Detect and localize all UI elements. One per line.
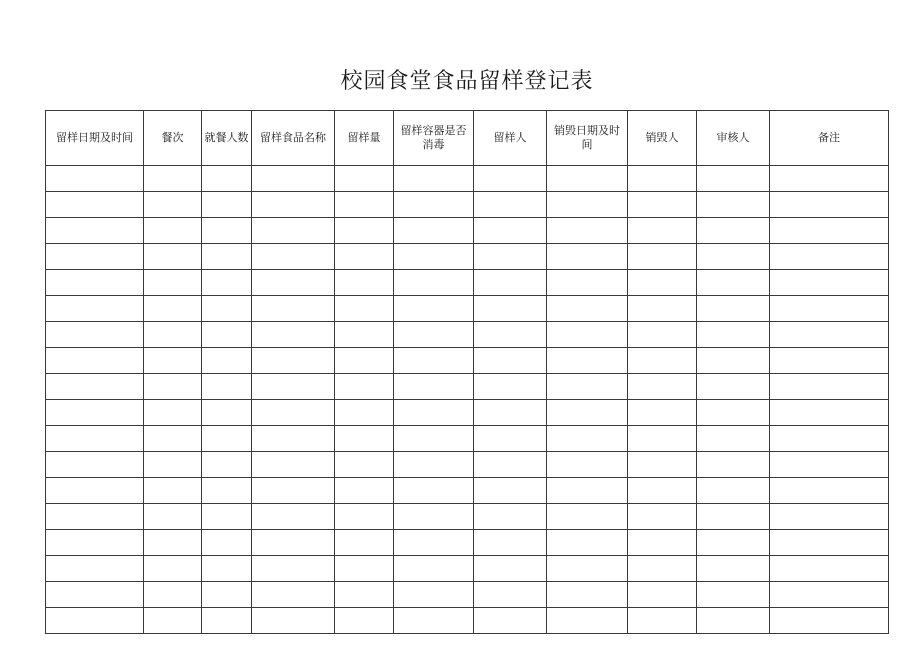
- table-cell-reviewer[interactable]: [697, 270, 770, 296]
- table-cell-food-name[interactable]: [252, 322, 335, 348]
- table-cell-quantity[interactable]: [335, 400, 394, 426]
- table-cell-sampler[interactable]: [474, 270, 547, 296]
- table-cell-sampler[interactable]: [474, 374, 547, 400]
- column-header-quantity: 留样量: [335, 111, 394, 166]
- table-cell-destroy-datetime[interactable]: [547, 608, 628, 634]
- table-cell-reviewer[interactable]: [697, 426, 770, 452]
- table-cell-diners[interactable]: [202, 504, 252, 530]
- table-cell-destroy-datetime[interactable]: [547, 426, 628, 452]
- table-cell-destroyer[interactable]: [628, 504, 697, 530]
- table-cell-destroy-datetime[interactable]: [547, 530, 628, 556]
- table-cell-diners[interactable]: [202, 244, 252, 270]
- table-cell-destroy-datetime[interactable]: [547, 374, 628, 400]
- table-cell-meal[interactable]: [144, 166, 202, 192]
- table-cell-destroyer[interactable]: [628, 166, 697, 192]
- table-cell-sample-datetime[interactable]: [46, 530, 144, 556]
- table-cell-remarks[interactable]: [770, 218, 889, 244]
- table-cell-food-name[interactable]: [252, 608, 335, 634]
- table-row: [46, 452, 889, 478]
- table-cell-quantity[interactable]: [335, 348, 394, 374]
- table-cell-reviewer[interactable]: [697, 608, 770, 634]
- table-cell-sample-datetime[interactable]: [46, 374, 144, 400]
- table-cell-destroyer[interactable]: [628, 400, 697, 426]
- table-cell-diners[interactable]: [202, 270, 252, 296]
- header-row: [46, 111, 889, 166]
- table-cell-sampler[interactable]: [474, 504, 547, 530]
- column-header-diners: 就餐人数: [202, 111, 252, 166]
- table-cell-container-disinfected[interactable]: [394, 608, 474, 634]
- table-cell-reviewer[interactable]: [697, 530, 770, 556]
- table-cell-meal[interactable]: [144, 582, 202, 608]
- table-cell-sample-datetime[interactable]: [46, 166, 144, 192]
- table-cell-diners[interactable]: [202, 400, 252, 426]
- column-header-sampler: 留样人: [474, 111, 547, 166]
- table-cell-sampler[interactable]: [474, 478, 547, 504]
- table-cell-reviewer[interactable]: [697, 478, 770, 504]
- table-cell-destroyer[interactable]: [628, 244, 697, 270]
- table-cell-meal[interactable]: [144, 478, 202, 504]
- table-cell-destroy-datetime[interactable]: [547, 582, 628, 608]
- table-cell-reviewer[interactable]: [697, 452, 770, 478]
- table-cell-container-disinfected[interactable]: [394, 504, 474, 530]
- column-header-meal: 餐次: [144, 111, 202, 166]
- table-cell-meal[interactable]: [144, 322, 202, 348]
- table-cell-meal[interactable]: [144, 192, 202, 218]
- table-cell-food-name[interactable]: [252, 478, 335, 504]
- table-cell-remarks[interactable]: [770, 192, 889, 218]
- table-cell-remarks[interactable]: [770, 322, 889, 348]
- table-cell-destroy-datetime[interactable]: [547, 322, 628, 348]
- table-cell-food-name[interactable]: [252, 166, 335, 192]
- table-cell-diners[interactable]: [202, 166, 252, 192]
- table-cell-meal[interactable]: [144, 218, 202, 244]
- table-cell-destroyer[interactable]: [628, 218, 697, 244]
- table-cell-reviewer[interactable]: [697, 504, 770, 530]
- form-title: 校园食堂食品留样登记表: [340, 69, 594, 94]
- table-cell-remarks[interactable]: [770, 556, 889, 582]
- table-cell-sample-datetime[interactable]: [46, 504, 144, 530]
- table-cell-food-name[interactable]: [252, 504, 335, 530]
- table-cell-container-disinfected[interactable]: [394, 166, 474, 192]
- table-cell-destroyer[interactable]: [628, 608, 697, 634]
- table-cell-food-name[interactable]: [252, 192, 335, 218]
- table-cell-diners[interactable]: [202, 608, 252, 634]
- table-cell-destroy-datetime[interactable]: [547, 504, 628, 530]
- table-cell-container-disinfected[interactable]: [394, 556, 474, 582]
- table-cell-food-name[interactable]: [252, 452, 335, 478]
- table-cell-remarks[interactable]: [770, 608, 889, 634]
- table-cell-meal[interactable]: [144, 504, 202, 530]
- table-cell-sampler[interactable]: [474, 608, 547, 634]
- table-cell-food-name[interactable]: [252, 296, 335, 322]
- table-cell-container-disinfected[interactable]: [394, 322, 474, 348]
- table-cell-meal[interactable]: [144, 374, 202, 400]
- table-cell-food-name[interactable]: [252, 270, 335, 296]
- table-cell-diners[interactable]: [202, 218, 252, 244]
- table-cell-sample-datetime[interactable]: [46, 582, 144, 608]
- table-cell-sample-datetime[interactable]: [46, 192, 144, 218]
- table-cell-destroyer[interactable]: [628, 556, 697, 582]
- table-cell-destroy-datetime[interactable]: [547, 218, 628, 244]
- table-cell-destroyer[interactable]: [628, 192, 697, 218]
- table-cell-destroyer[interactable]: [628, 296, 697, 322]
- table-cell-container-disinfected[interactable]: [394, 452, 474, 478]
- table-cell-quantity[interactable]: [335, 608, 394, 634]
- table-cell-container-disinfected[interactable]: [394, 582, 474, 608]
- table-cell-diners[interactable]: [202, 556, 252, 582]
- table-cell-destroyer[interactable]: [628, 530, 697, 556]
- table-cell-food-name[interactable]: [252, 348, 335, 374]
- table-row: [46, 530, 889, 556]
- table-cell-quantity[interactable]: [335, 582, 394, 608]
- table-cell-diners[interactable]: [202, 192, 252, 218]
- table-cell-container-disinfected[interactable]: [394, 270, 474, 296]
- table-row: [46, 348, 889, 374]
- table-cell-diners[interactable]: [202, 322, 252, 348]
- table-cell-quantity[interactable]: [335, 244, 394, 270]
- table-cell-container-disinfected[interactable]: [394, 296, 474, 322]
- table-cell-sampler[interactable]: [474, 582, 547, 608]
- table-cell-food-name[interactable]: [252, 400, 335, 426]
- table-cell-reviewer[interactable]: [697, 218, 770, 244]
- table-cell-destroy-datetime[interactable]: [547, 296, 628, 322]
- table-cell-sampler[interactable]: [474, 348, 547, 374]
- table-cell-destroy-datetime[interactable]: [547, 166, 628, 192]
- table-cell-meal[interactable]: [144, 270, 202, 296]
- table-cell-sample-datetime[interactable]: [46, 244, 144, 270]
- table-cell-quantity[interactable]: [335, 530, 394, 556]
- table-cell-sampler[interactable]: [474, 296, 547, 322]
- table-cell-remarks[interactable]: [770, 452, 889, 478]
- table-cell-diners[interactable]: [202, 452, 252, 478]
- table-cell-container-disinfected[interactable]: [394, 400, 474, 426]
- table-body: [46, 166, 889, 634]
- table-cell-sampler[interactable]: [474, 400, 547, 426]
- table-cell-sample-datetime[interactable]: [46, 478, 144, 504]
- table-cell-quantity[interactable]: [335, 374, 394, 400]
- table-row: [46, 296, 889, 322]
- table-cell-meal[interactable]: [144, 452, 202, 478]
- table-cell-meal[interactable]: [144, 556, 202, 582]
- sample-log-table: [45, 110, 889, 634]
- table-cell-reviewer[interactable]: [697, 348, 770, 374]
- table-cell-meal[interactable]: [144, 426, 202, 452]
- column-header-destroy-datetime: 销毁日期及时间: [547, 111, 628, 166]
- table-cell-diners[interactable]: [202, 296, 252, 322]
- table-cell-quantity[interactable]: [335, 504, 394, 530]
- table-cell-remarks[interactable]: [770, 374, 889, 400]
- table-cell-sample-datetime[interactable]: [46, 556, 144, 582]
- table-row: [46, 504, 889, 530]
- table-cell-diners[interactable]: [202, 374, 252, 400]
- table-cell-sampler[interactable]: [474, 244, 547, 270]
- table-row: [46, 322, 889, 348]
- table-cell-container-disinfected[interactable]: [394, 244, 474, 270]
- table-cell-sampler[interactable]: [474, 452, 547, 478]
- table-cell-destroy-datetime[interactable]: [547, 478, 628, 504]
- table-cell-meal[interactable]: [144, 400, 202, 426]
- table-cell-food-name[interactable]: [252, 426, 335, 452]
- table-cell-quantity[interactable]: [335, 322, 394, 348]
- table-cell-food-name[interactable]: [252, 244, 335, 270]
- table-cell-diners[interactable]: [202, 348, 252, 374]
- table-cell-destroy-datetime[interactable]: [547, 244, 628, 270]
- table-cell-quantity[interactable]: [335, 452, 394, 478]
- table-cell-container-disinfected[interactable]: [394, 218, 474, 244]
- table-cell-food-name[interactable]: [252, 556, 335, 582]
- table-cell-meal[interactable]: [144, 296, 202, 322]
- table-cell-diners[interactable]: [202, 582, 252, 608]
- table-row: [46, 582, 889, 608]
- table-row: [46, 270, 889, 296]
- table-cell-container-disinfected[interactable]: [394, 530, 474, 556]
- table-cell-meal[interactable]: [144, 348, 202, 374]
- table-row: [46, 608, 889, 634]
- table-cell-destroy-datetime[interactable]: [547, 400, 628, 426]
- table-cell-remarks[interactable]: [770, 478, 889, 504]
- table-cell-sample-datetime[interactable]: [46, 322, 144, 348]
- table-cell-quantity[interactable]: [335, 166, 394, 192]
- table-cell-destroyer[interactable]: [628, 270, 697, 296]
- table-cell-sampler[interactable]: [474, 166, 547, 192]
- table-cell-food-name[interactable]: [252, 582, 335, 608]
- table-row: [46, 556, 889, 582]
- table-cell-destroyer[interactable]: [628, 582, 697, 608]
- table-row: [46, 478, 889, 504]
- column-header-remarks: 备注: [770, 111, 889, 166]
- table-row: [46, 218, 889, 244]
- table-cell-reviewer[interactable]: [697, 582, 770, 608]
- table-cell-quantity[interactable]: [335, 192, 394, 218]
- table-cell-quantity[interactable]: [335, 296, 394, 322]
- table-cell-sample-datetime[interactable]: [46, 270, 144, 296]
- table-row: [46, 192, 889, 218]
- table-row: [46, 400, 889, 426]
- table-cell-sampler[interactable]: [474, 556, 547, 582]
- table-cell-remarks[interactable]: [770, 504, 889, 530]
- table-cell-remarks[interactable]: [770, 530, 889, 556]
- table-cell-remarks[interactable]: [770, 582, 889, 608]
- table-cell-reviewer[interactable]: [697, 374, 770, 400]
- table-cell-remarks[interactable]: [770, 426, 889, 452]
- table-cell-container-disinfected[interactable]: [394, 348, 474, 374]
- table-cell-quantity[interactable]: [335, 218, 394, 244]
- column-header-reviewer: 审核人: [697, 111, 770, 166]
- table-cell-meal[interactable]: [144, 530, 202, 556]
- table-cell-meal[interactable]: [144, 244, 202, 270]
- table-cell-remarks[interactable]: [770, 244, 889, 270]
- table-cell-sample-datetime[interactable]: [46, 426, 144, 452]
- column-header-container-disinfected: 留样容器是否消毒: [394, 111, 474, 166]
- table-cell-container-disinfected[interactable]: [394, 374, 474, 400]
- table-cell-food-name[interactable]: [252, 218, 335, 244]
- table-cell-reviewer[interactable]: [697, 166, 770, 192]
- table-cell-food-name[interactable]: [252, 374, 335, 400]
- table-cell-destroyer[interactable]: [628, 322, 697, 348]
- table-cell-destroy-datetime[interactable]: [547, 192, 628, 218]
- table-row: [46, 244, 889, 270]
- table-row: [46, 374, 889, 400]
- table-cell-sampler[interactable]: [474, 426, 547, 452]
- table-cell-reviewer[interactable]: [697, 322, 770, 348]
- table-cell-sampler[interactable]: [474, 192, 547, 218]
- table-cell-remarks[interactable]: [770, 270, 889, 296]
- table-cell-container-disinfected[interactable]: [394, 478, 474, 504]
- table-cell-remarks[interactable]: [770, 400, 889, 426]
- column-header-sample-datetime: 留样日期及时间: [46, 111, 144, 166]
- table-cell-destroy-datetime[interactable]: [547, 556, 628, 582]
- table-cell-destroy-datetime[interactable]: [547, 348, 628, 374]
- table-cell-quantity[interactable]: [335, 426, 394, 452]
- table-cell-container-disinfected[interactable]: [394, 192, 474, 218]
- column-header-destroyer: 销毁人: [628, 111, 697, 166]
- table-cell-reviewer[interactable]: [697, 556, 770, 582]
- table-header: [46, 111, 889, 166]
- table-cell-quantity[interactable]: [335, 270, 394, 296]
- table-cell-sample-datetime[interactable]: [46, 218, 144, 244]
- table-cell-remarks[interactable]: [770, 348, 889, 374]
- table-cell-reviewer[interactable]: [697, 296, 770, 322]
- column-header-food-name: 留样食品名称: [252, 111, 335, 166]
- table-cell-food-name[interactable]: [252, 530, 335, 556]
- table-cell-reviewer[interactable]: [697, 192, 770, 218]
- table-cell-destroyer[interactable]: [628, 426, 697, 452]
- table-cell-meal[interactable]: [144, 608, 202, 634]
- table-cell-destroyer[interactable]: [628, 452, 697, 478]
- table-cell-sampler[interactable]: [474, 218, 547, 244]
- table-cell-container-disinfected[interactable]: [394, 426, 474, 452]
- table-row: [46, 426, 889, 452]
- table-cell-quantity[interactable]: [335, 556, 394, 582]
- table-cell-sampler[interactable]: [474, 530, 547, 556]
- table-cell-diners[interactable]: [202, 530, 252, 556]
- table-cell-sample-datetime[interactable]: [46, 400, 144, 426]
- table-cell-destroyer[interactable]: [628, 478, 697, 504]
- table-cell-diners[interactable]: [202, 478, 252, 504]
- table-cell-sampler[interactable]: [474, 322, 547, 348]
- table-cell-sample-datetime[interactable]: [46, 608, 144, 634]
- table-cell-quantity[interactable]: [335, 478, 394, 504]
- table-cell-remarks[interactable]: [770, 166, 889, 192]
- table-cell-destroyer[interactable]: [628, 348, 697, 374]
- table-cell-sample-datetime[interactable]: [46, 452, 144, 478]
- table-cell-remarks[interactable]: [770, 296, 889, 322]
- table-cell-reviewer[interactable]: [697, 244, 770, 270]
- table-cell-destroy-datetime[interactable]: [547, 270, 628, 296]
- table-cell-sample-datetime[interactable]: [46, 348, 144, 374]
- table-cell-destroy-datetime[interactable]: [547, 452, 628, 478]
- table-row: [46, 166, 889, 192]
- table-cell-sample-datetime[interactable]: [46, 296, 144, 322]
- table-cell-reviewer[interactable]: [697, 400, 770, 426]
- table-cell-diners[interactable]: [202, 426, 252, 452]
- table-cell-destroyer[interactable]: [628, 374, 697, 400]
